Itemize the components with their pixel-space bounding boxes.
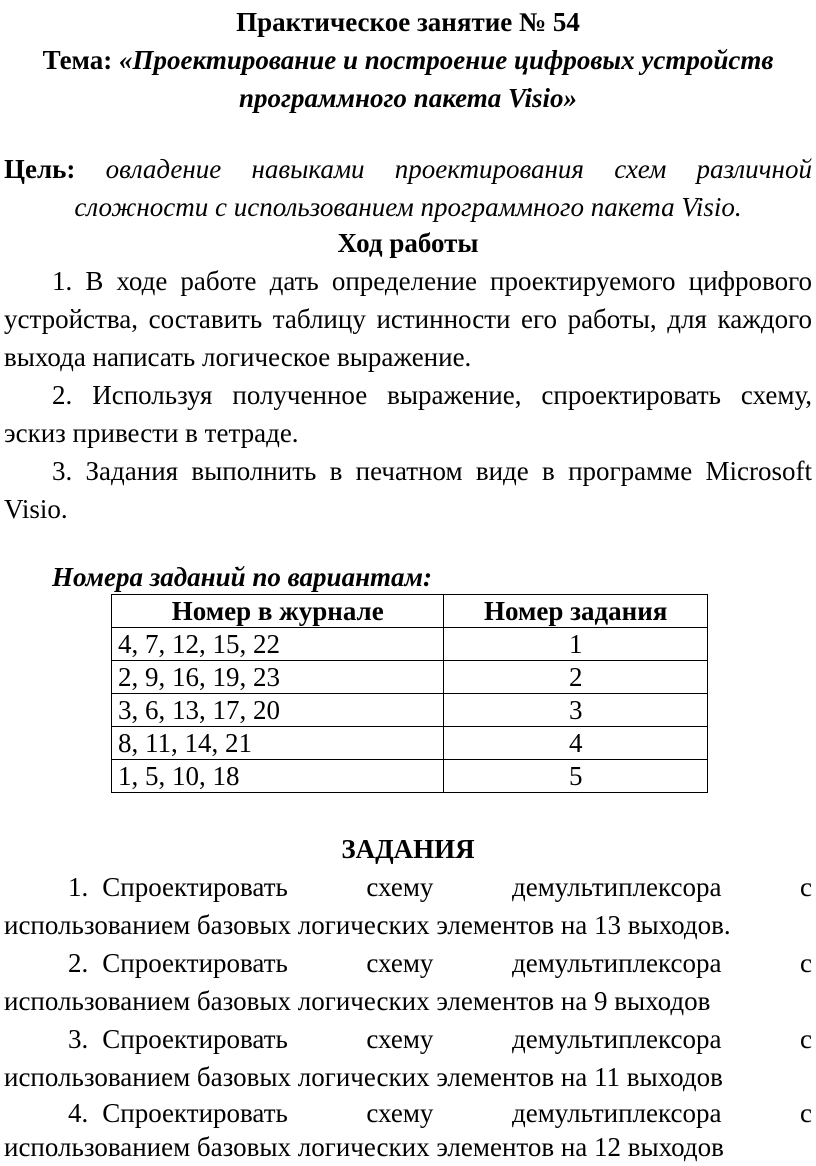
theme-label: Тема: (42, 45, 113, 75)
theme-line-2: программного пакета Visio» (239, 83, 577, 113)
task-word: с (800, 872, 812, 902)
task-number: 1. (68, 872, 89, 902)
workflow-heading: Ход работы (337, 228, 479, 258)
step-3-line-1: 3. Задания выполнить в печатном виде в программе Microsoft (52, 456, 812, 486)
task-word: Спроектировать (102, 1098, 288, 1128)
theme-text-1: «Проектирование и построение цифровых устройств (119, 45, 774, 75)
task-word: демультиплексора (511, 948, 722, 978)
step-1-line-2: устройства, составить таблицу истинности его работы, для каждого (4, 304, 812, 334)
goal-word: овладение (105, 154, 222, 184)
goal-line-2: сложности с использованием программного пакета Visio. (74, 192, 742, 222)
step-2-line-1: 2. Используя полученное выражение, спроектировать схему, (52, 380, 812, 410)
task-2-line-2: использованием базовых логических элементов на 9 выходов (4, 986, 711, 1016)
journal-cell: 4, 7, 12, 15, 22 (112, 628, 444, 661)
task-word: Спроектировать (102, 872, 288, 902)
task-cell: 1 (444, 628, 708, 661)
column-header-task: Номер задания (444, 595, 708, 628)
task-cell: 2 (444, 661, 708, 694)
goal-word: проектирования (394, 154, 584, 184)
step-1-line-3: выхода написать логическое выражение. (4, 342, 472, 372)
table-row (112, 694, 708, 727)
task-word: схему (366, 1024, 434, 1054)
step-2-line-2: эскиз привести в тетраде. (4, 418, 299, 448)
task-3-line-2: использованием базовых логических элементов на 11 выходов (4, 1062, 723, 1092)
task-4-line-2: использованием базовых логических элементов на 12 выходов (4, 1132, 724, 1162)
task-word: с (800, 1098, 812, 1128)
task-word: Спроектировать (102, 948, 288, 978)
tasks-heading: ЗАДАНИЯ (341, 834, 475, 864)
page-title: Практическое занятие № 54 (236, 7, 580, 37)
table-row (112, 727, 708, 760)
task-number: 2. (68, 948, 89, 978)
task-word: схему (366, 872, 434, 902)
task-number: 3. (68, 1024, 89, 1054)
goal-word: различной (696, 154, 812, 184)
goal-line-1 (4, 150, 812, 188)
journal-cell: 8, 11, 14, 21 (112, 727, 444, 760)
task-1-line-1 (4, 868, 812, 906)
goal-label: Цель: (4, 154, 76, 184)
variants-table (111, 594, 708, 793)
task-word: демультиплексора (511, 1098, 722, 1128)
task-cell: 4 (444, 727, 708, 760)
goal-word: схем (614, 154, 667, 184)
task-word: Спроектировать (102, 1024, 288, 1054)
journal-cell: 2, 9, 16, 19, 23 (112, 661, 444, 694)
theme-line-1 (0, 41, 816, 79)
task-number: 4. (68, 1098, 89, 1128)
journal-cell: 3, 6, 13, 17, 20 (112, 694, 444, 727)
task-word: демультиплексора (511, 1024, 722, 1054)
table-row (112, 661, 708, 694)
task-cell: 5 (444, 760, 708, 793)
goal-word: навыками (251, 154, 365, 184)
step-1-line-1: 1. В ходе работе дать определение проектируемого цифрового (52, 266, 812, 296)
table-row (112, 628, 708, 661)
table-header-row (112, 595, 708, 628)
task-word: схему (366, 948, 434, 978)
task-4-line-1 (4, 1094, 812, 1132)
task-1-line-2: использованием базовых логических элементов на 13 выходов. (4, 910, 731, 940)
task-2-line-1 (4, 944, 812, 982)
table-row (112, 760, 708, 793)
task-word: схему (366, 1098, 434, 1128)
journal-cell: 1, 5, 10, 18 (112, 760, 444, 793)
task-word: с (800, 1024, 812, 1054)
task-word: с (800, 948, 812, 978)
task-3-line-1 (4, 1020, 812, 1058)
task-cell: 3 (444, 694, 708, 727)
step-3-line-2: Visio. (4, 494, 68, 524)
task-word: демультиплексора (511, 872, 722, 902)
variants-heading: Номера заданий по вариантам: (52, 562, 433, 592)
column-header-journal: Номер в журнале (112, 595, 444, 628)
